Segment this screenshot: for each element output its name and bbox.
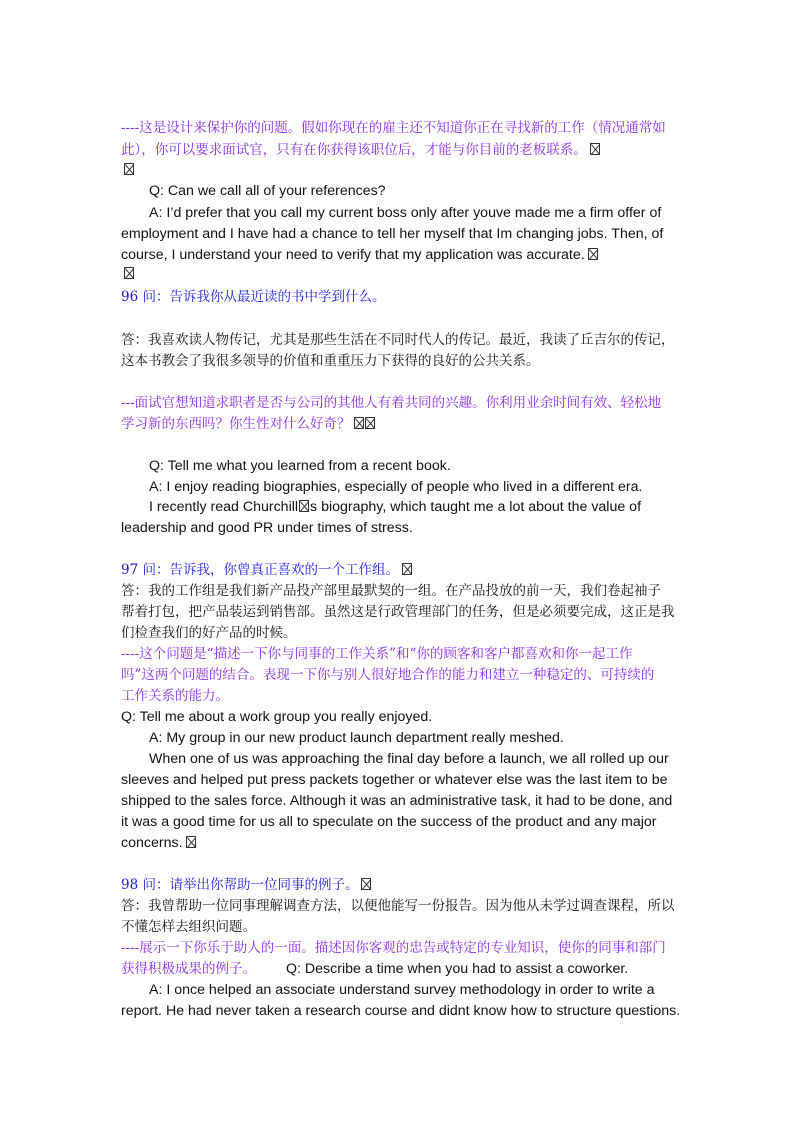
text-line — [121, 393, 661, 413]
missing-glyph-icon — [588, 248, 598, 260]
line-text: A: I enjoy reading biographies, especially of people who lived in a different era. — [149, 479, 643, 495]
line-text: 获得积极成果的例子。 — [121, 961, 256, 977]
text-line — [121, 602, 675, 622]
text-line — [121, 351, 540, 371]
line-text: leadership and good PR under times of stress. — [121, 520, 413, 536]
line-text: ----这个问题是“描述一下你与同事的工作关系”和“你的顾客和客户都喜欢和你一起工作 — [121, 646, 633, 662]
text-line — [149, 728, 564, 748]
line-text: A: My group in our new product launch department really meshed. — [149, 730, 564, 746]
line-text: 98 问：请举出你帮助一位同事的例子。 — [121, 877, 359, 893]
line-text: 吗”这两个问题的结合。表现一下你与别人很好地合作的能力和建立一种稳定的、可持续的 — [121, 667, 655, 683]
text-line — [121, 160, 134, 180]
text-line — [149, 203, 661, 223]
missing-glyph-icon — [124, 267, 134, 279]
text-line — [121, 118, 666, 138]
text-line — [121, 959, 628, 979]
missing-glyph-icon — [361, 878, 371, 890]
line-text: Q: Tell me about a work group you really enjoyed. — [121, 709, 433, 725]
line-text: 工作关系的能力。 — [121, 688, 229, 704]
text-line — [121, 287, 385, 307]
text-line — [121, 896, 675, 916]
missing-glyph-icon — [186, 836, 196, 848]
line-text: ----展示一下你乐于助人的一面。描述因你客观的忠告或特定的专业知识，使你的同事和部门 — [121, 940, 666, 956]
text-line — [121, 414, 375, 434]
missing-glyph-icon — [299, 500, 309, 512]
text-line — [149, 749, 669, 769]
line-text: 帮着打包，把产品装运到销售部。虽然这是行政管理部门的任务，但是必须要完成，这正是我 — [121, 604, 675, 620]
text-line — [121, 644, 632, 664]
text-line — [121, 330, 675, 350]
line-text: 答：我的工作组是我们新产品投产部里最默契的一组。在产品投放的前一天，我们卷起袖子 — [121, 583, 661, 599]
line-text: When one of us was approaching the final day before a launch, we all rolled up our — [149, 751, 669, 767]
line-text: A: I once helped an associate understand survey methodology in order to write a — [149, 982, 655, 998]
line-text: 不懂怎样去组织问题。 — [121, 919, 256, 935]
text-line — [149, 980, 655, 1000]
text-line — [121, 623, 297, 643]
line-text: 96 问：告诉我你从最近读的书中学到什么。 — [121, 289, 386, 305]
line-text: Q: Can we call all of your references? — [149, 183, 386, 199]
line-text: course, I understand your need to verify that my application was accurate. — [121, 247, 585, 263]
line-text: concerns. — [121, 835, 183, 851]
text-line — [121, 264, 134, 284]
line-text: 答：我喜欢读人物传记，尤其是那些生活在不同时代人的传记。最近，我读了丘吉尔的传记， — [121, 332, 675, 348]
text-line — [149, 456, 451, 476]
line-text: 学习新的东西吗？你生性对什么好奇？ — [121, 416, 351, 432]
line-text-tail: s biography, which taught me a lot about the value of — [310, 499, 642, 515]
text-line — [121, 581, 661, 601]
line-text: shipped to the sales force. Although it was an administrative task, it had to be done, and — [121, 793, 673, 809]
line-text: 此），你可以要求面试官，只有在你获得该职位后，才能与你目前的老板联系。 — [121, 142, 587, 158]
line-text: sleeves and helped put press packets together or whatever else was the last item to be — [121, 772, 668, 788]
text-line — [121, 686, 229, 706]
text-line — [121, 770, 668, 790]
text-line — [121, 245, 598, 265]
text-line — [121, 1001, 680, 1021]
line-text-tail: Q: Describe a time when you had to assist a coworker. — [286, 961, 629, 977]
text-line — [149, 477, 642, 497]
line-text: ---面试官想知道求职者是否与公司的其他人有着共同的兴趣。你利用业余时间有效、轻松地 — [121, 395, 662, 411]
text-line — [121, 665, 654, 685]
line-text: 答：我曾帮助一位同事理解调查方法，以便他能写一份报告。因为他从未学过调查课程，所以 — [121, 898, 675, 914]
line-text: Q: Tell me what you learned from a recent book. — [149, 458, 451, 474]
line-text: 们检查我们的好产品的时候。 — [121, 625, 297, 641]
line-text: it was a good time for us all to speculate on the success of the product and any major — [121, 814, 657, 830]
text-line — [121, 938, 666, 958]
text-line — [121, 560, 412, 580]
missing-glyph-icon — [365, 417, 375, 429]
text-line — [121, 875, 371, 895]
missing-glyph-icon — [124, 163, 134, 175]
missing-glyph-icon — [590, 143, 600, 155]
line-text: employment and I have had a chance to tell her myself that Im changing jobs. Then, of — [121, 226, 664, 242]
line-text: A: I’d prefer that you call my current boss only after youve made me a firm offer of — [149, 205, 662, 221]
line-text: report. He had never taken a research course and didnt know how to structure questions. — [121, 1003, 681, 1019]
text-line — [121, 224, 663, 244]
text-line — [121, 707, 432, 727]
text-line — [121, 833, 196, 853]
text-line — [121, 791, 672, 811]
text-line — [121, 140, 600, 160]
text-line — [149, 497, 641, 517]
line-text: 97 问：告诉我，你曾真正喜欢的一个工作组。 — [121, 562, 399, 578]
line-text: ----这是设计来保护你的问题。假如你现在的雇主还不知道你正在寻找新的工作（情况通常如 — [121, 120, 666, 136]
text-line — [121, 518, 413, 538]
text-line — [121, 812, 656, 832]
text-line — [149, 181, 386, 201]
line-text: I recently read Churchill — [149, 499, 299, 515]
missing-glyph-icon — [354, 417, 364, 429]
missing-glyph-icon — [402, 563, 412, 575]
line-text: 这本书教会了我很多领导的价值和重重压力下获得的良好的公共关系。 — [121, 353, 540, 369]
text-line — [121, 917, 256, 937]
